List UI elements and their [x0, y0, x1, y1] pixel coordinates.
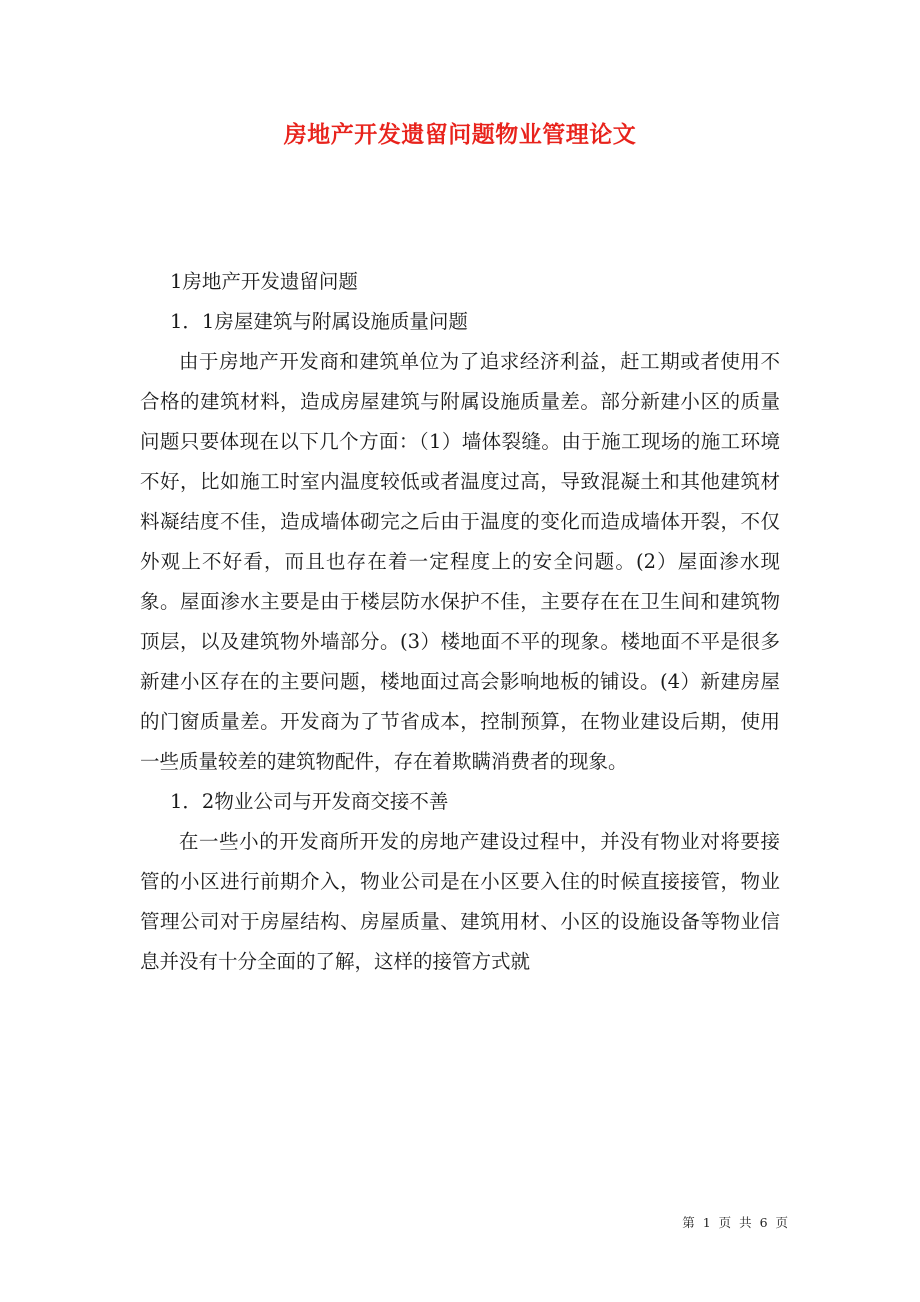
- page-number-footer: 第 1 页 共 6 页: [682, 1215, 790, 1230]
- body-paragraph: 在一些小的开发商所开发的房地产建设过程中，并没有物业对将要接管的小区进行前期介入，物业公司是在小区要入住的时候直接接管，物业管理公司对于房屋结构、房屋质量、建筑用材、小区的设施设备等物业信息并没有十分全面的了解，这样的接管方式就: [140, 830, 780, 973]
- subsection-heading: 1．1房屋建筑与附属设施质量问题: [170, 310, 468, 333]
- document-title: 房地产开发遗留问题物业管理论文: [283, 121, 637, 148]
- body-paragraph: 由于房地产开发商和建筑单位为了追求经济利益，赶工期或者使用不合格的建筑材料，造成房屋建筑与附属设施质量差。部分新建小区的质量问题只要体现在以下几个方面：（1）墙体裂缝。由于施工现场的施工环境不好，比如施工时室内温度较低或者温度过高，导致混凝土和其他建筑材料凝结度不佳，造成墙体砌完之后由于温度的变化而造成墙体开裂，不仅外观上不好看，而且也存在着一定程度上的安全问题。(2）屋面渗水现象。屋面渗水主要是由于楼层防水保护不佳，主要存在在卫生间和建筑物顶层，以及建筑物外墙部分。(3）楼地面不平的现象。楼地面不平是很多新建小区存在的主要问题，楼地面过高会影响地板的铺设。(4）新建房屋的门窗质量差。开发商为了节省成本，控制预算，在物业建设后期，使用一些质量较差的建筑物配件，存在着欺瞒消费者的现象。: [140, 350, 780, 773]
- subsection-heading: 1．2物业公司与开发商交接不善: [170, 790, 449, 813]
- section-heading: 1房地产开发遗留问题: [170, 270, 358, 293]
- document-body: [140, 262, 780, 982]
